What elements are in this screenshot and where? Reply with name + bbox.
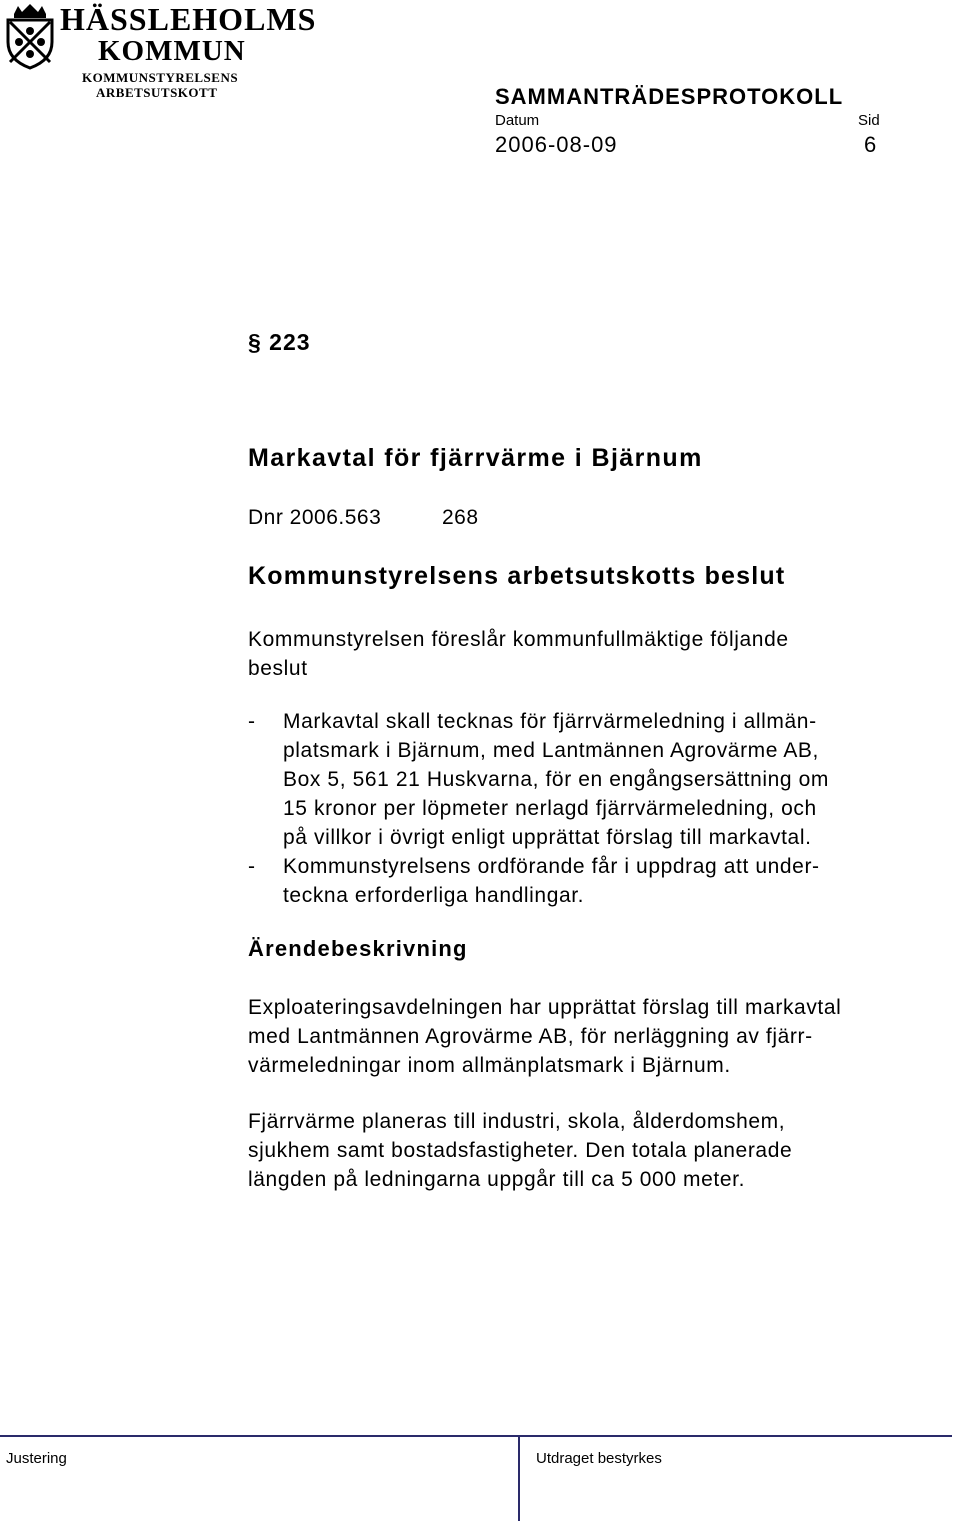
paragraph-line: med Lantmännen Agrovärme AB, för nerläggning av fjärr- [248,1025,813,1048]
intro-line: Kommunstyrelsen föreslår kommunfullmäktige följande [248,628,789,651]
decision-list [248,707,948,910]
intro-paragraph [248,625,928,683]
justering-label: Justering [6,1450,67,1467]
paragraph-line: Exploateringsavdelningen har upprättat förslag till markavtal [248,996,842,1019]
logo-municipality-name: HÄSSLEHOLMS [60,1,317,37]
meeting-date: 2006-08-09 [495,132,618,157]
list-dash: - [248,710,256,733]
paragraph-line: längden på ledningarna uppgår till ca 5 000 meter. [248,1168,746,1191]
page-number: 6 [864,132,877,157]
footer-divider [0,1435,952,1437]
paragraph-line: Fjärrvärme planeras till industri, skola, ålderdomshem, [248,1110,786,1133]
list-item-line: platsmark i Bjärnum, med Lantmännen Agrovärme AB, [283,739,819,762]
coat-of-arms-icon [4,4,56,70]
logo-committee-line1: KOMMUNSTYRELSENS [82,70,239,85]
protocol-title: SAMMANTRÄDESPROTOKOLL [495,84,844,109]
date-label: Datum [495,112,540,129]
list-item [248,852,948,910]
document-title: Markavtal för fjärrvärme i Bjärnum [248,444,703,472]
utdraget-bestyrkes-label: Utdraget bestyrkes [536,1450,662,1467]
dnr-code: 268 [442,506,479,529]
list-item-line: på villkor i övrigt enligt upprättat förslag till markavtal. [283,826,812,849]
dnr-number: Dnr 2006.563 [248,506,382,529]
logo [60,2,316,100]
logo-committee-line2: ARBETSUTSKOTT [96,85,218,100]
intro-line: beslut [248,657,308,680]
list-item-line: Markavtal skall tecknas för fjärrvärmeledning i allmän- [283,710,817,733]
paragraph-line: värmeledningar inom allmänplatsmark i Bjärnum. [248,1054,731,1077]
section-heading-decision: Kommunstyrelsens arbetsutskotts beslut [248,562,786,590]
logo-kommun: KOMMUN [98,35,246,67]
list-item-line: teckna erforderliga handlingar. [283,884,585,907]
list-item-line: Box 5, 561 21 Huskvarna, för en engångsersättning om [283,768,830,791]
description-paragraph-1 [248,993,960,1080]
paragraph-number: § 223 [248,329,311,355]
description-paragraph-2 [248,1107,960,1194]
list-dash: - [248,855,256,878]
page-label: Sid [858,112,880,129]
list-item-line: Kommunstyrelsens ordförande får i uppdrag att under- [283,855,820,878]
list-item [248,707,948,852]
dnr [248,506,479,530]
paragraph-line: sjukhem samt bostadsfastigheter. Den totala planerade [248,1139,793,1162]
section-heading-description: Ärendebeskrivning [248,936,468,961]
footer-column-divider [518,1437,520,1521]
list-item-line: 15 kronor per löpmeter nerlagd fjärrvärmeledning, och [283,797,817,820]
